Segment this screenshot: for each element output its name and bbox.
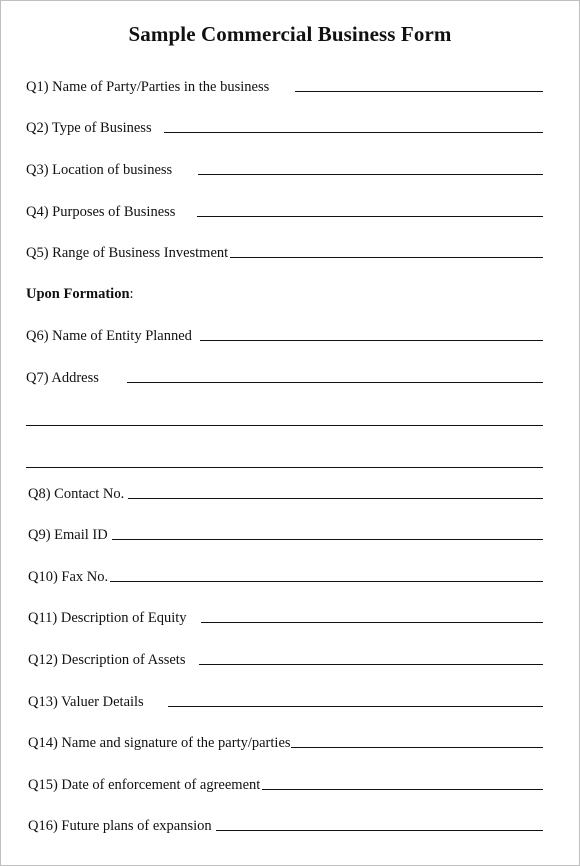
question-label-q13: Q13) Valuer Details bbox=[28, 694, 144, 710]
answer-line-q16[interactable] bbox=[216, 830, 543, 831]
section-heading-text: Upon Formation bbox=[26, 286, 130, 302]
question-label-q10: Q10) Fax No. bbox=[28, 569, 109, 585]
question-label-q2: Q2) Type of Business bbox=[26, 120, 152, 136]
answer-line-q11[interactable] bbox=[201, 622, 543, 623]
question-label-q7: Q7) Address bbox=[26, 370, 99, 386]
question-row-q6 bbox=[26, 325, 543, 345]
address-line-2[interactable] bbox=[26, 425, 543, 426]
question-label-q11: Q11) Description of Equity bbox=[28, 610, 187, 626]
answer-line-q12[interactable] bbox=[199, 664, 543, 665]
question-row-q2 bbox=[26, 117, 543, 137]
question-row-q4 bbox=[26, 201, 543, 221]
answer-line-q2[interactable] bbox=[164, 132, 543, 133]
question-label-q15: Q15) Date of enforcement of agreement bbox=[28, 777, 261, 793]
answer-line-q8[interactable] bbox=[128, 498, 543, 499]
answer-line-q6[interactable] bbox=[200, 340, 543, 341]
answer-line-q10[interactable] bbox=[110, 581, 543, 582]
answer-line-q5[interactable] bbox=[230, 257, 543, 258]
answer-line-q7[interactable] bbox=[127, 382, 543, 383]
question-row-q14 bbox=[28, 732, 543, 752]
question-label-q16: Q16) Future plans of expansion bbox=[28, 818, 212, 834]
question-row-q8 bbox=[28, 483, 543, 503]
question-row-q7 bbox=[26, 367, 543, 387]
question-row-q13 bbox=[28, 691, 543, 711]
form-title: Sample Commercial Business Form bbox=[128, 22, 452, 46]
question-row-q9 bbox=[28, 524, 543, 544]
question-label-q14: Q14) Name and signature of the party/parties bbox=[28, 735, 291, 751]
answer-line-q13[interactable] bbox=[168, 706, 543, 707]
question-row-q3 bbox=[26, 159, 543, 179]
question-label-q1: Q1) Name of Party/Parties in the business bbox=[26, 79, 270, 95]
answer-line-q4[interactable] bbox=[197, 216, 543, 217]
section-heading-colon: : bbox=[129, 286, 134, 302]
answer-line-q1[interactable] bbox=[295, 91, 543, 92]
address-line-3[interactable] bbox=[26, 467, 543, 468]
question-label-q6: Q6) Name of Entity Planned bbox=[26, 328, 192, 344]
question-row-q16 bbox=[28, 815, 543, 835]
question-label-q8: Q8) Contact No. bbox=[28, 486, 125, 502]
question-row-q11 bbox=[28, 607, 543, 627]
question-row-q15 bbox=[28, 774, 543, 794]
question-label-q5: Q5) Range of Business Investment bbox=[26, 245, 229, 261]
question-row-q5 bbox=[26, 242, 543, 262]
question-label-q4: Q4) Purposes of Business bbox=[26, 204, 176, 220]
question-row-q1 bbox=[26, 76, 543, 96]
answer-line-q3[interactable] bbox=[198, 174, 543, 175]
question-row-q10 bbox=[28, 566, 543, 586]
answer-line-q14[interactable] bbox=[291, 747, 543, 748]
question-row-q12 bbox=[28, 649, 543, 669]
answer-line-q15[interactable] bbox=[262, 789, 543, 790]
section-heading bbox=[26, 286, 134, 303]
question-label-q3: Q3) Location of business bbox=[26, 162, 173, 178]
question-label-q12: Q12) Description of Assets bbox=[28, 652, 186, 668]
answer-line-q9[interactable] bbox=[112, 539, 543, 540]
question-label-q9: Q9) Email ID bbox=[28, 527, 108, 543]
